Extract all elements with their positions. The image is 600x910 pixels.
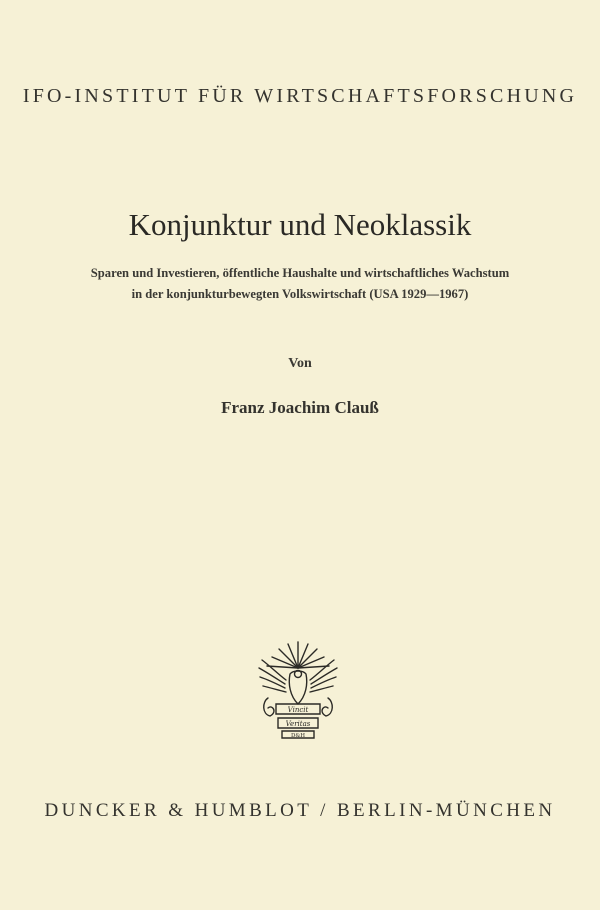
- book-title: Konjunktur und Neoklassik: [128, 207, 472, 242]
- svg-text:Veritas: Veritas: [285, 720, 311, 728]
- book-subtitle: [0, 263, 600, 305]
- subtitle-line-1: Sparen und Investieren, öffentliche Haushalte und wirtschaftliches Wachstum: [90, 266, 510, 280]
- author-name: Franz Joachim Clauß: [221, 398, 379, 417]
- publisher-imprint: DUNCKER & HUMBLOT / BERLIN-MÜNCHEN: [44, 800, 556, 821]
- publisher-eagle-emblem-icon: [248, 636, 348, 741]
- by-label: Von: [288, 356, 312, 371]
- subtitle-line-2: in der konjunkturbewegten Volkswirtschaft (USA 1929—1967): [131, 287, 469, 301]
- svg-text:Vincit: Vincit: [287, 706, 309, 714]
- svg-text:D&H: D&H: [290, 733, 306, 739]
- institute-name: IFO-INSTITUT FÜR WIRTSCHAFTSFORSCHUNG: [22, 85, 578, 107]
